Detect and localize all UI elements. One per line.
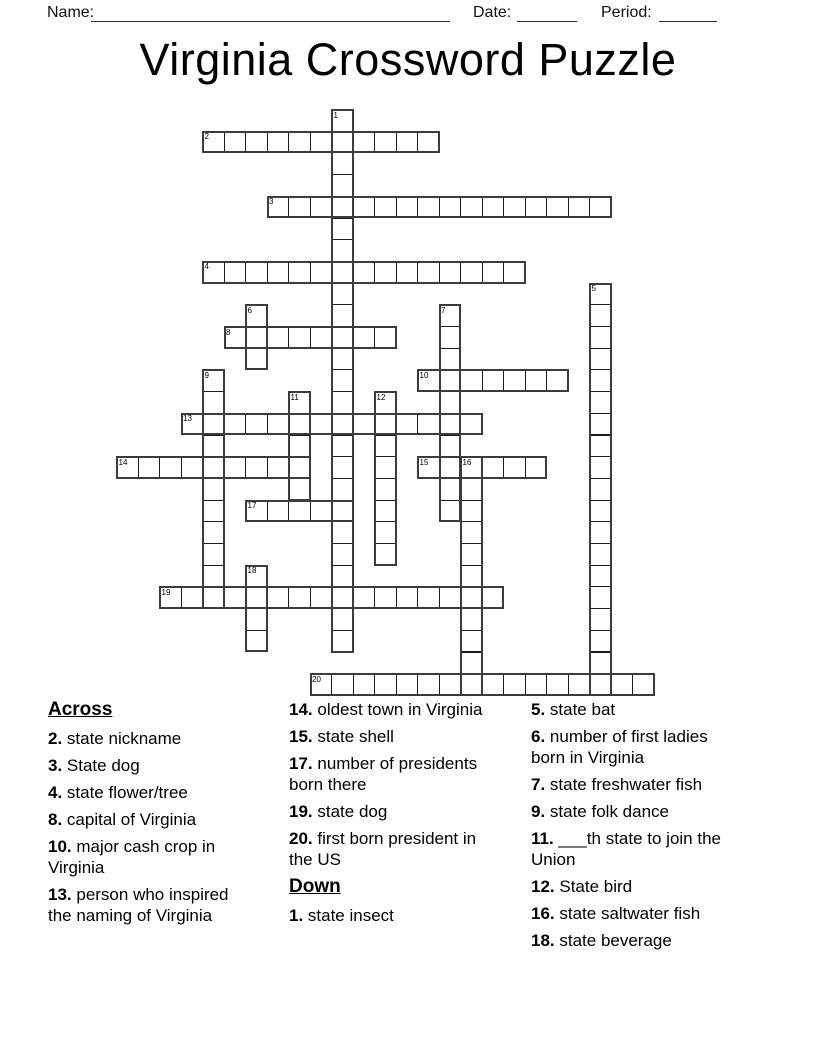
grid-cell[interactable]: [331, 152, 354, 175]
clue-text: state folk dance: [545, 802, 669, 821]
grid-cell[interactable]: [417, 586, 440, 609]
clue-item: [289, 699, 493, 720]
period-label: Period:: [601, 4, 652, 21]
grid-clue-number: 8: [226, 327, 231, 337]
grid-cell[interactable]: [374, 413, 397, 436]
grid-cell[interactable]: [353, 261, 376, 284]
grid-cell[interactable]: [589, 304, 612, 327]
grid-cell[interactable]: [288, 435, 311, 458]
grid-cell[interactable]: [396, 131, 419, 154]
grid-cell[interactable]: [331, 630, 354, 653]
clue-number: 14.: [289, 700, 313, 719]
clue-item: [48, 782, 244, 803]
clue-text: person who inspired the naming of Virginia: [48, 885, 229, 925]
grid-cell[interactable]: [267, 586, 290, 609]
grid-cell[interactable]: [396, 673, 419, 696]
clue-text: ___th state to join the Union: [531, 829, 721, 869]
grid-cell[interactable]: [460, 413, 483, 436]
clue-number: 16.: [531, 904, 555, 923]
clue-text: state beverage: [554, 931, 672, 950]
clue-item: [531, 828, 739, 870]
name-label: Name:: [47, 4, 95, 21]
clue-text: major cash crop in Virginia: [48, 837, 216, 877]
grid-cell[interactable]: [374, 261, 397, 284]
grid-cell[interactable]: [439, 261, 462, 284]
grid-cell[interactable]: [224, 456, 247, 479]
clue-number: 6.: [531, 727, 546, 746]
grid-cell[interactable]: [589, 435, 612, 458]
grid-cell[interactable]: [331, 218, 354, 241]
grid-cell[interactable]: [331, 673, 354, 696]
clue-number: 12.: [531, 877, 555, 896]
grid-cell[interactable]: [396, 586, 419, 609]
grid-cell[interactable]: [331, 608, 354, 631]
grid-cell[interactable]: [439, 326, 462, 349]
grid-cell[interactable]: [331, 174, 354, 197]
grid-cell[interactable]: [267, 261, 290, 284]
clue-text: State dog: [62, 756, 140, 775]
grid-cell[interactable]: [288, 456, 311, 479]
grid-cell[interactable]: [460, 500, 483, 523]
grid-cell[interactable]: [202, 413, 225, 436]
grid-cell[interactable]: [245, 456, 268, 479]
clue-text: state flower/tree: [62, 783, 188, 802]
grid-cell[interactable]: [181, 586, 204, 609]
clue-item: [531, 930, 739, 951]
grid-cell[interactable]: [288, 196, 311, 219]
grid-cell[interactable]: [503, 196, 526, 219]
grid-cell[interactable]: [439, 391, 462, 414]
clue-item: [531, 699, 739, 720]
clue-text: capital of Virginia: [62, 810, 197, 829]
grid-cell[interactable]: [460, 369, 483, 392]
clue-item: [48, 836, 244, 878]
grid-cell[interactable]: [482, 673, 505, 696]
clue-number: 13.: [48, 885, 72, 904]
clue-item: [289, 801, 493, 822]
across-clues-column: [48, 699, 244, 932]
clue-number: 17.: [289, 754, 313, 773]
clue-number: 19.: [289, 802, 313, 821]
grid-cell[interactable]: [417, 456, 440, 479]
grid-cell[interactable]: [224, 586, 247, 609]
grid-cell[interactable]: [245, 413, 268, 436]
grid-cell[interactable]: [439, 304, 462, 327]
grid-cell[interactable]: [589, 630, 612, 653]
across-clue-list-continued: [289, 699, 493, 870]
grid-clue-number: 12: [376, 392, 386, 402]
grid-cell[interactable]: [396, 261, 419, 284]
grid-cell[interactable]: [525, 456, 548, 479]
clue-text: State bird: [554, 877, 633, 896]
grid-cell[interactable]: [589, 586, 612, 609]
grid-cell[interactable]: [374, 586, 397, 609]
grid-cell[interactable]: [245, 565, 268, 588]
clue-item: [531, 726, 739, 768]
grid-cell[interactable]: [353, 131, 376, 154]
grid-cell[interactable]: [374, 326, 397, 349]
grid-cell[interactable]: [267, 196, 290, 219]
grid-cell[interactable]: [159, 586, 182, 609]
clue-number: 7.: [531, 775, 546, 794]
grid-cell[interactable]: [503, 673, 526, 696]
grid-cell[interactable]: [460, 565, 483, 588]
grid-cell[interactable]: [288, 478, 311, 501]
grid-cell[interactable]: [374, 521, 397, 544]
grid-cell[interactable]: [417, 369, 440, 392]
clue-text: first born president in the US: [289, 829, 477, 869]
grid-cell[interactable]: [331, 456, 354, 479]
grid-cell[interactable]: [202, 521, 225, 544]
grid-cell[interactable]: [374, 196, 397, 219]
grid-cell[interactable]: [568, 673, 591, 696]
grid-cell[interactable]: [374, 673, 397, 696]
clue-item: [48, 728, 244, 749]
grid-cell[interactable]: [396, 196, 419, 219]
grid-cell[interactable]: [460, 261, 483, 284]
grid-cell[interactable]: [460, 196, 483, 219]
grid-cell[interactable]: [267, 131, 290, 154]
grid-cell[interactable]: [202, 586, 225, 609]
grid-cell[interactable]: [138, 456, 161, 479]
clue-text: state shell: [312, 727, 394, 746]
grid-clue-number: 13: [183, 414, 192, 424]
grid-cell[interactable]: [331, 326, 354, 349]
grid-clue-number: 16: [462, 457, 472, 467]
clue-item: [48, 809, 244, 830]
grid-clue-number: 6: [247, 305, 252, 315]
clue-number: 4.: [48, 783, 63, 802]
grid-clue-number: 9: [204, 370, 209, 380]
grid-cell[interactable]: [310, 131, 333, 154]
grid-cell[interactable]: [589, 196, 612, 219]
grid-cell[interactable]: [159, 456, 182, 479]
grid-cell[interactable]: [331, 413, 354, 436]
grid-cell[interactable]: [288, 131, 311, 154]
clue-number: 10.: [48, 837, 72, 856]
grid-cell[interactable]: [310, 326, 333, 349]
grid-cell[interactable]: [331, 500, 354, 523]
grid-cell[interactable]: [353, 586, 376, 609]
grid-cell[interactable]: [482, 456, 505, 479]
clue-text: state bat: [545, 700, 616, 719]
grid-cell[interactable]: [482, 261, 505, 284]
grid-cell[interactable]: [482, 369, 505, 392]
clue-item: [48, 884, 244, 926]
grid-cell[interactable]: [331, 391, 354, 414]
grid-cell[interactable]: [460, 652, 483, 675]
clue-text: state freshwater fish: [545, 775, 703, 794]
grid-cell[interactable]: [589, 348, 612, 371]
grid-cell[interactable]: [288, 413, 311, 436]
grid-clue-number: 10: [419, 370, 429, 380]
clue-text: state saltwater fish: [554, 904, 701, 923]
grid-cell[interactable]: [417, 673, 440, 696]
grid-cell[interactable]: [353, 673, 376, 696]
grid-cell[interactable]: [267, 500, 290, 523]
middle-clues-column: [289, 699, 493, 932]
grid-cell[interactable]: [310, 586, 333, 609]
grid-cell[interactable]: [116, 456, 139, 479]
grid-cell[interactable]: [331, 586, 354, 609]
grid-cell[interactable]: [224, 261, 247, 284]
clue-text: state nickname: [62, 729, 182, 748]
grid-cell[interactable]: [331, 196, 354, 219]
clue-item: [289, 905, 493, 926]
grid-cell[interactable]: [288, 326, 311, 349]
grid-cell[interactable]: [181, 456, 204, 479]
grid-cell[interactable]: [202, 435, 225, 458]
grid-cell[interactable]: [439, 348, 462, 371]
grid-cell[interactable]: [202, 500, 225, 523]
grid-cell[interactable]: [589, 283, 612, 306]
clue-text: state insect: [303, 906, 394, 925]
grid-cell[interactable]: [224, 413, 247, 436]
clue-number: 3.: [48, 756, 63, 775]
grid-cell[interactable]: [525, 369, 548, 392]
grid-cell[interactable]: [568, 196, 591, 219]
grid-clue-number: 18: [247, 566, 257, 576]
down-clue-list: [289, 905, 493, 926]
grid-cell[interactable]: [503, 456, 526, 479]
grid-cell[interactable]: [310, 673, 333, 696]
grid-cell[interactable]: [331, 521, 354, 544]
grid-cell[interactable]: [439, 369, 462, 392]
across-clue-list: [48, 728, 244, 926]
grid-cell[interactable]: [439, 196, 462, 219]
grid-cell[interactable]: [396, 413, 419, 436]
clue-item: [531, 876, 739, 897]
grid-clue-number: 15: [419, 457, 429, 467]
grid-cell[interactable]: [589, 456, 612, 479]
clue-number: 9.: [531, 802, 546, 821]
grid-cell[interactable]: [288, 261, 311, 284]
clue-item: [531, 801, 739, 822]
grid-cell[interactable]: [439, 478, 462, 501]
grid-cell[interactable]: [224, 326, 247, 349]
grid-cell[interactable]: [546, 369, 569, 392]
grid-clue-number: 17: [247, 501, 257, 511]
down-header: Down: [289, 876, 341, 897]
grid-cell[interactable]: [245, 630, 268, 653]
grid-clue-number: 2: [204, 132, 209, 142]
grid-clue-number: 20: [312, 674, 321, 684]
grid-cell[interactable]: [374, 435, 397, 458]
grid-cell[interactable]: [310, 261, 333, 284]
grid-cell[interactable]: [589, 543, 612, 566]
clue-number: 1.: [289, 906, 304, 925]
grid-cell[interactable]: [202, 391, 225, 414]
grid-cell[interactable]: [460, 521, 483, 544]
grid-cell[interactable]: [589, 391, 612, 414]
clue-item: [289, 828, 493, 870]
grid-cell[interactable]: [460, 630, 483, 653]
grid-cell[interactable]: [267, 456, 290, 479]
clue-text: number of presidents born there: [289, 754, 478, 794]
grid-cell[interactable]: [589, 521, 612, 544]
grid-cell[interactable]: [525, 196, 548, 219]
grid-cell[interactable]: [439, 413, 462, 436]
grid-cell[interactable]: [288, 391, 311, 414]
grid-cell[interactable]: [482, 586, 505, 609]
grid-cell[interactable]: [202, 369, 225, 392]
grid-cell[interactable]: [525, 673, 548, 696]
grid-cell[interactable]: [374, 543, 397, 566]
grid-cell[interactable]: [224, 131, 247, 154]
grid-cell[interactable]: [589, 608, 612, 631]
grid-cell[interactable]: [245, 304, 268, 327]
grid-cell[interactable]: [331, 435, 354, 458]
grid-cell[interactable]: [331, 283, 354, 306]
grid-cell[interactable]: [331, 109, 354, 132]
grid-cell[interactable]: [482, 196, 505, 219]
grid-cell[interactable]: [353, 326, 376, 349]
clue-item: [531, 903, 739, 924]
clue-text: number of first ladies born in Virginia: [531, 727, 708, 767]
grid-cell[interactable]: [589, 500, 612, 523]
grid-cell[interactable]: [546, 673, 569, 696]
grid-cell[interactable]: [353, 196, 376, 219]
page-title: Virginia Crossword Puzzle: [139, 34, 677, 85]
grid-cell[interactable]: [460, 478, 483, 501]
grid-cell[interactable]: [589, 565, 612, 588]
grid-cell[interactable]: [288, 500, 311, 523]
grid-clue-number: 4: [204, 262, 209, 272]
grid-cell[interactable]: [611, 673, 634, 696]
clue-item: [289, 753, 493, 795]
clue-number: 2.: [48, 729, 63, 748]
grid-cell[interactable]: [589, 652, 612, 675]
grid-cell[interactable]: [460, 456, 483, 479]
grid-cell[interactable]: [310, 500, 333, 523]
grid-clue-number: 11: [290, 392, 299, 402]
grid-cell[interactable]: [460, 673, 483, 696]
clue-item: [48, 755, 244, 776]
grid-cell[interactable]: [503, 369, 526, 392]
grid-cell[interactable]: [202, 261, 225, 284]
grid-cell[interactable]: [202, 543, 225, 566]
grid-cell[interactable]: [202, 131, 225, 154]
date-label: Date:: [473, 4, 512, 21]
grid-cell[interactable]: [202, 565, 225, 588]
grid-cell[interactable]: [353, 413, 376, 436]
grid-cell[interactable]: [331, 565, 354, 588]
down-clues-column: [531, 699, 739, 957]
grid-cell[interactable]: [417, 413, 440, 436]
grid-cell[interactable]: [439, 456, 462, 479]
grid-cell[interactable]: [374, 456, 397, 479]
clue-number: 15.: [289, 727, 313, 746]
grid-cell[interactable]: [331, 478, 354, 501]
grid-clue-number: 7: [441, 305, 446, 315]
grid-cell[interactable]: [331, 348, 354, 371]
grid-clue-number: 19: [161, 587, 171, 597]
grid-cell[interactable]: [245, 326, 268, 349]
clue-number: 5.: [531, 700, 546, 719]
grid-cell[interactable]: [374, 500, 397, 523]
grid-cell[interactable]: [439, 435, 462, 458]
grid-cell[interactable]: [245, 131, 268, 154]
grid-clue-number: 14: [118, 457, 128, 467]
grid-cell[interactable]: [331, 369, 354, 392]
grid-cell[interactable]: [181, 413, 204, 436]
grid-cell[interactable]: [310, 413, 333, 436]
grid-clue-number: 3: [269, 197, 274, 207]
grid-cell[interactable]: [331, 543, 354, 566]
grid-cell[interactable]: [331, 131, 354, 154]
grid-cell[interactable]: [417, 261, 440, 284]
clue-number: 11.: [531, 829, 554, 848]
clue-number: 18.: [531, 931, 555, 950]
grid-cell[interactable]: [589, 478, 612, 501]
grid-cell[interactable]: [331, 239, 354, 262]
across-header: Across: [48, 699, 113, 720]
grid-cell[interactable]: [589, 369, 612, 392]
grid-cell[interactable]: [460, 608, 483, 631]
clue-number: 20.: [289, 829, 313, 848]
down-clue-list-continued: [531, 699, 739, 951]
grid-cell[interactable]: [439, 500, 462, 523]
grid-cell[interactable]: [589, 673, 612, 696]
grid-cell[interactable]: [632, 673, 655, 696]
grid-cell[interactable]: [374, 391, 397, 414]
grid-cell[interactable]: [331, 261, 354, 284]
grid-cell[interactable]: [310, 196, 333, 219]
grid-cell[interactable]: [374, 131, 397, 154]
grid-clue-number: 5: [591, 284, 596, 294]
grid-cell[interactable]: [546, 196, 569, 219]
grid-cell[interactable]: [439, 673, 462, 696]
grid-cell[interactable]: [288, 586, 311, 609]
grid-clue-number: 1: [333, 110, 338, 120]
grid-cell[interactable]: [267, 326, 290, 349]
grid-cell[interactable]: [460, 586, 483, 609]
grid-cell[interactable]: [589, 413, 612, 436]
grid-cell[interactable]: [202, 478, 225, 501]
grid-cell[interactable]: [245, 348, 268, 371]
grid-cell[interactable]: [245, 586, 268, 609]
grid-cell[interactable]: [245, 261, 268, 284]
grid-cell[interactable]: [374, 478, 397, 501]
grid-cell[interactable]: [417, 196, 440, 219]
grid-cell[interactable]: [202, 456, 225, 479]
grid-cell[interactable]: [245, 608, 268, 631]
grid-cell[interactable]: [267, 413, 290, 436]
clue-item: [289, 726, 493, 747]
grid-cell[interactable]: [439, 586, 462, 609]
clue-number: 8.: [48, 810, 63, 829]
grid-cell[interactable]: [331, 304, 354, 327]
grid-cell[interactable]: [503, 261, 526, 284]
grid-cell[interactable]: [245, 500, 268, 523]
grid-cell[interactable]: [589, 326, 612, 349]
clue-text: state dog: [312, 802, 388, 821]
grid-cell[interactable]: [417, 131, 440, 154]
grid-cell[interactable]: [460, 543, 483, 566]
clue-item: [531, 774, 739, 795]
clue-text: oldest town in Virginia: [312, 700, 483, 719]
